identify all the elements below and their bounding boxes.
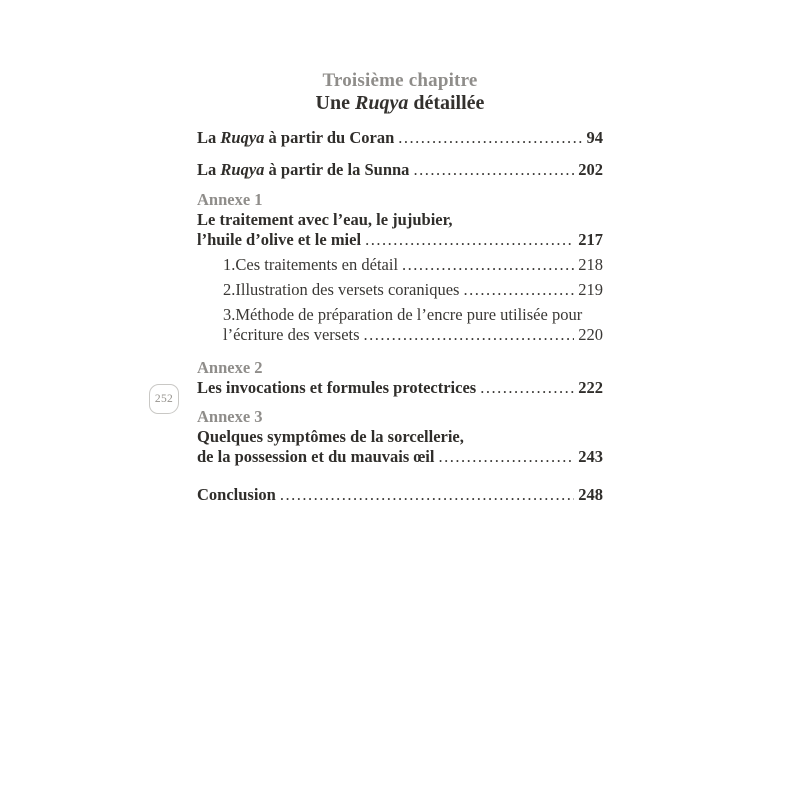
annexe1-label: Annexe 1	[197, 190, 263, 209]
chapter-title-prefix: Une	[315, 92, 355, 114]
dotted-leader	[398, 128, 582, 148]
annexe2-title	[197, 378, 603, 398]
toc-subentry-3-line1: 3.Méthode de préparation de l’encre pure utilisée pour	[223, 305, 583, 324]
toc-entry-conclusion	[197, 485, 603, 505]
dotted-leader	[365, 230, 574, 250]
toc-entry-page: 248	[578, 485, 603, 504]
toc-entry-label: de la possession et du mauvais œil	[197, 447, 435, 466]
toc-entry-page: 220	[578, 325, 603, 344]
chapter-label: Troisième chapitre	[322, 70, 478, 91]
toc-entry-label: Les invocations et formules protectrices	[197, 378, 477, 397]
toc-entry-label: La Ruqya à partir du Coran	[197, 128, 395, 147]
annexe1-title-line2	[197, 230, 603, 250]
toc-subentry-3-line2	[197, 325, 603, 345]
toc-entry-label: 1.Ces traitements en détail	[223, 255, 399, 274]
toc-entry-coran	[197, 128, 603, 148]
dotted-leader	[280, 485, 574, 505]
toc-entry-label: La Ruqya à partir de la Sunna	[197, 160, 410, 179]
chapter-title-italic: Ruqya	[355, 92, 409, 114]
dotted-leader	[402, 255, 574, 275]
dotted-leader	[364, 325, 575, 345]
toc-subentry-1	[197, 255, 603, 275]
margin-page-number-badge	[149, 384, 179, 414]
toc-entry-page: 202	[578, 160, 603, 179]
dotted-leader	[438, 447, 574, 467]
dotted-leader	[413, 160, 574, 180]
toc-entry-page: 218	[578, 255, 603, 274]
toc-entry-label: l’écriture des versets	[223, 325, 360, 344]
toc-subentry-2	[197, 280, 603, 300]
chapter-title-suffix: détaillée	[408, 92, 485, 114]
toc-entry-page: 222	[578, 378, 603, 397]
dotted-leader	[480, 378, 574, 398]
toc-entry-page: 217	[578, 230, 603, 249]
toc-entry-label: l’huile d’olive et le miel	[197, 230, 362, 249]
annexe2-label: Annexe 2	[197, 358, 263, 377]
dotted-leader	[463, 280, 574, 300]
toc-entry-page: 219	[578, 280, 603, 299]
annexe3-title-line2	[197, 447, 603, 467]
toc-entry-page: 94	[586, 128, 603, 147]
annexe3-title-line1: Quelques symptômes de la sorcellerie,	[197, 427, 464, 446]
annexe3-label: Annexe 3	[197, 407, 263, 426]
toc-content	[197, 70, 603, 505]
annexe1-title-line1: Le traitement avec l’eau, le jujubier,	[197, 210, 453, 229]
toc-entry-sunna	[197, 160, 603, 180]
toc-entry-label: Conclusion	[197, 485, 276, 504]
chapter-title	[197, 93, 603, 114]
margin-page-number: 252	[154, 393, 174, 405]
toc-entry-page: 243	[578, 447, 603, 466]
toc-entry-label: 2.Illustration des versets coraniques	[223, 280, 460, 299]
